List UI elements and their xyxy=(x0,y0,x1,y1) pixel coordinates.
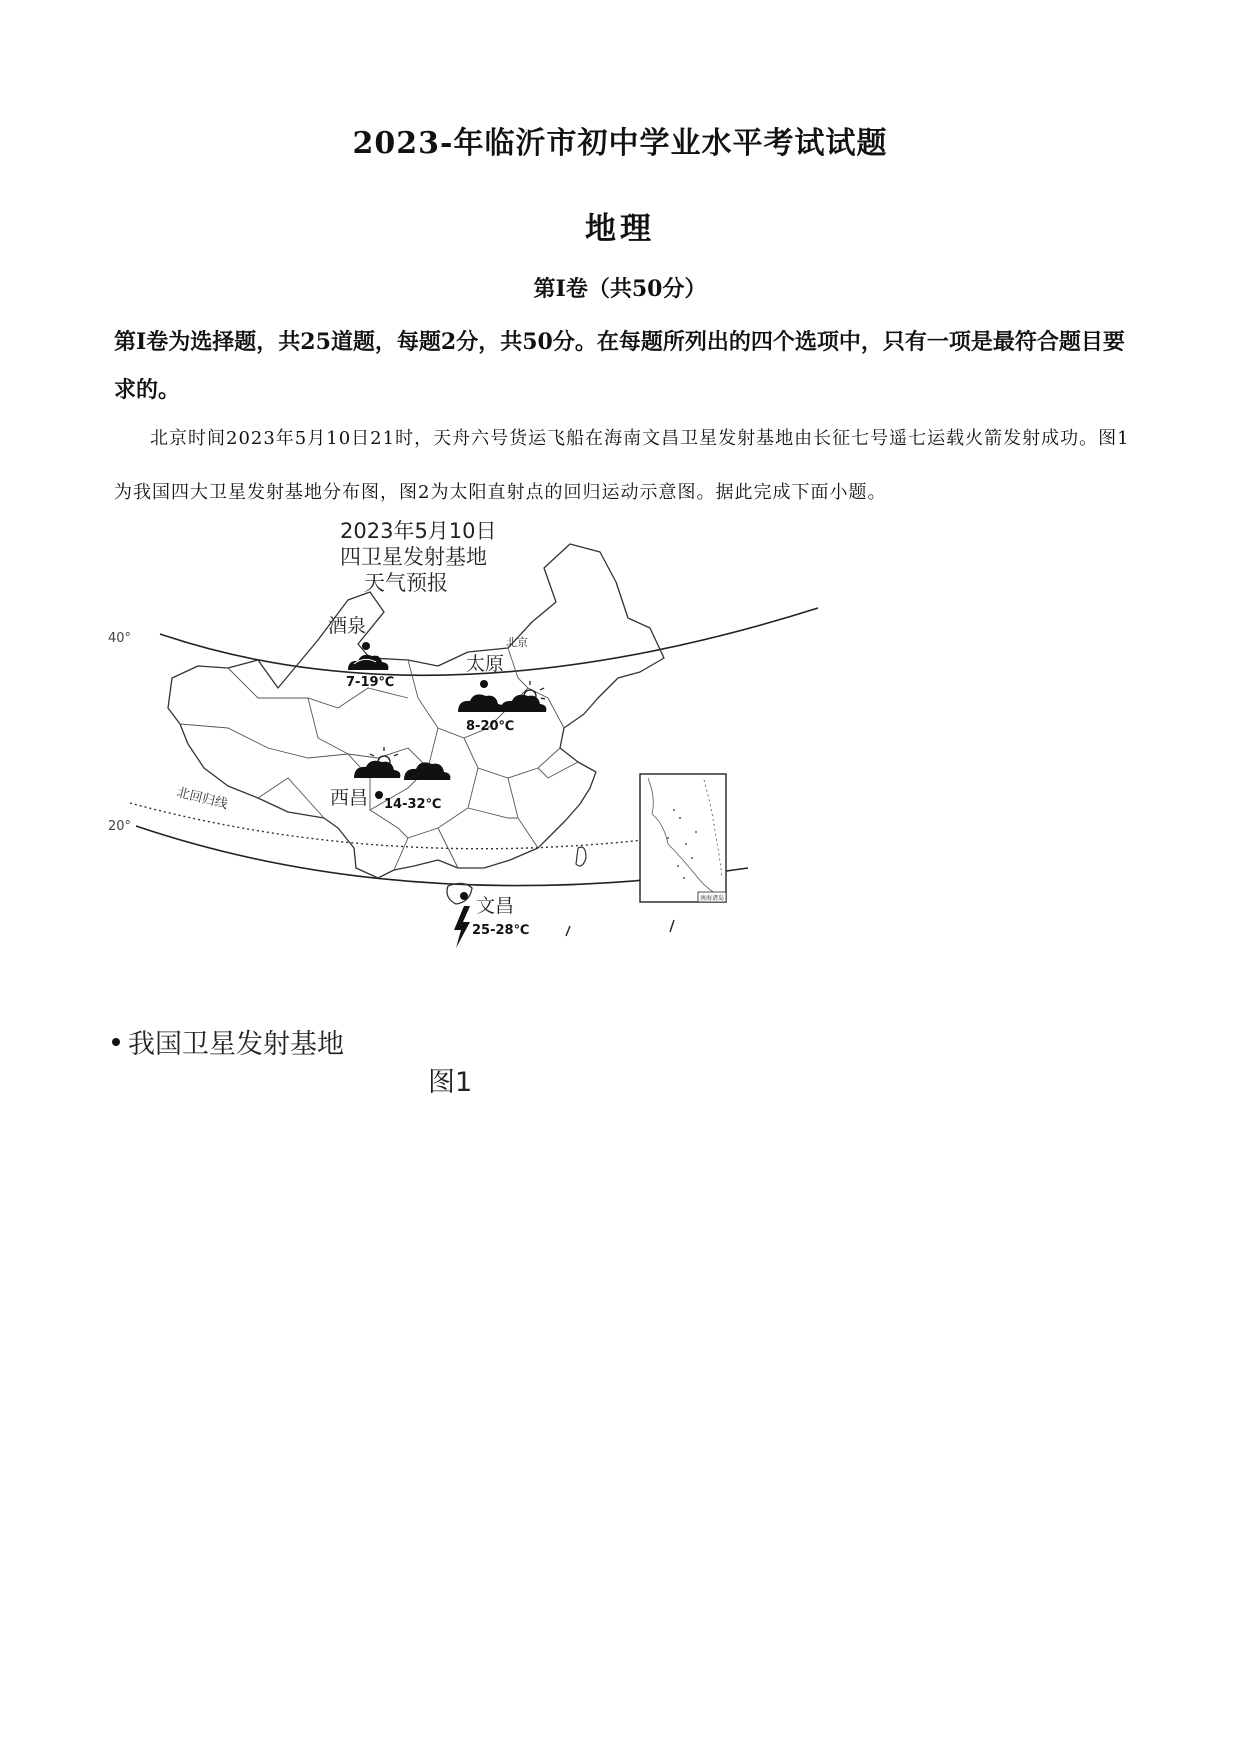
tropic-label: 北回归线 xyxy=(175,785,230,813)
figure-caption: 图1 xyxy=(428,1067,473,1098)
china-launch-sites-map xyxy=(108,519,830,1088)
xichang-cloud-icon xyxy=(404,762,450,780)
part-heading: 第Ⅰ卷（共50分） xyxy=(533,276,707,302)
xichang-dot xyxy=(375,791,383,799)
wenchang-lightning-icon xyxy=(454,906,470,948)
taiyuan-partly-cloudy-icon xyxy=(500,681,546,712)
jiuquan-label: 酒泉 xyxy=(328,615,367,637)
beijing-label: 北京 xyxy=(506,636,528,649)
xichang-label: 西昌 xyxy=(330,787,369,809)
wenchang-dot xyxy=(460,892,468,900)
legend-bullet-icon xyxy=(112,1038,120,1046)
taiyuan-label: 太原 xyxy=(466,653,505,675)
exam-title: 2023-年临沂市初中学业水平考试试题 xyxy=(352,126,888,161)
figure-legend xyxy=(112,1022,452,1062)
jiuquan-cloud-icon xyxy=(348,655,388,670)
lat-20-label: 20° xyxy=(108,819,132,834)
taiyuan-temp: 8-20℃ xyxy=(466,719,515,734)
lat-40-label: 40° xyxy=(108,631,132,646)
hainan-island xyxy=(447,883,472,904)
xichang-temp: 14-32℃ xyxy=(384,797,442,812)
wenchang-label: 文昌 xyxy=(476,895,515,917)
jiuquan-temp: 7-19℃ xyxy=(346,675,395,690)
section-instructions: 第Ⅰ卷为选择题，共25道题，每题2分，共50分。在每题所列出的四个选项中，只有一项是最符合题目要求的。 xyxy=(114,329,1125,403)
legend-label: 我国卫星发射基地 xyxy=(128,1029,344,1060)
xichang-partly-cloudy-icon xyxy=(354,747,400,778)
jiuquan-dot xyxy=(362,642,370,650)
taiyuan-cloud-icon xyxy=(458,694,504,712)
south-china-sea-inset xyxy=(640,774,726,902)
question-intro: 北京时间2023年5月10日21时，天舟六号货运飞船在海南文昌卫星发射基地由长征七号遥七运载火箭发射成功。图1为我国四大卫星发射基地分布图，图2为太阳直射点的回归运动示意图。据此完成下面小题。 xyxy=(114,428,1130,503)
map-heading-line3: 天气预报 xyxy=(364,571,448,595)
map-heading-line2: 四卫星发射基地 xyxy=(340,545,487,569)
map-heading-line1: 2023年5月10日 xyxy=(340,519,497,543)
figure-1 xyxy=(108,519,830,1088)
inset-label: 南海诸岛 xyxy=(700,895,725,902)
taiyuan-dot xyxy=(480,680,488,688)
wenchang-temp: 25-28℃ xyxy=(472,923,530,938)
subject-title: 地理 xyxy=(585,211,655,247)
